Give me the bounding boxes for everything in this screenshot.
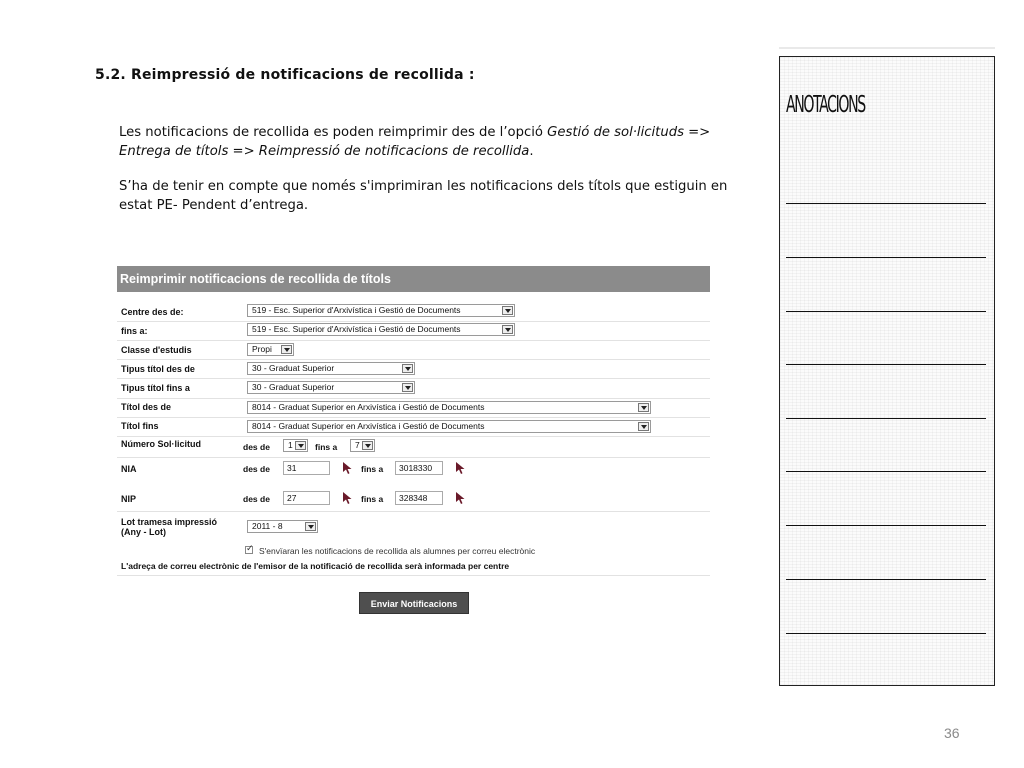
chevron-down-icon bbox=[402, 364, 413, 373]
annotations-title: ANOTACIONS bbox=[786, 92, 865, 118]
row-tipus-fins-a bbox=[117, 379, 710, 399]
annotation-line bbox=[786, 311, 986, 312]
lot-select[interactable] bbox=[247, 520, 318, 533]
menu-path: Gestió de sol·licituds => Entrega de títols => Reimpressió de notificacions de recollida bbox=[119, 125, 711, 159]
titol-des-de-value: 8014 - Graduat Superior en Arxivística i Gestió de Documents bbox=[252, 402, 485, 412]
reprint-form bbox=[117, 266, 710, 616]
intro-paragraph bbox=[119, 123, 739, 161]
email-note: L'adreça de correu electrònic de l'emisor de la notificació de recollida serà informada per centre bbox=[121, 561, 510, 571]
annotation-line bbox=[786, 525, 986, 526]
row-nia bbox=[117, 458, 710, 487]
annotation-line bbox=[786, 633, 986, 634]
row-titol-fins bbox=[117, 418, 710, 437]
row-tipus-des-de bbox=[117, 360, 710, 379]
send-email-label: S'envïaran les notificacions de recollida als alumnes per correu electrònic bbox=[259, 546, 536, 556]
lot-label: Lot tramesa impressió bbox=[121, 517, 218, 527]
tipus-fins-a-select[interactable] bbox=[247, 381, 415, 394]
classe-estudis-select[interactable] bbox=[247, 343, 294, 356]
chevron-down-icon bbox=[638, 403, 649, 412]
form-header: Reimprimir notificacions de recollida de títols bbox=[117, 266, 710, 292]
row-fins-a bbox=[117, 322, 710, 341]
tipus-des-de-label: Tipus títol des de bbox=[121, 364, 195, 374]
numero-fins-a-value: 7 bbox=[355, 440, 360, 450]
page-number: 36 bbox=[944, 725, 960, 741]
annotation-line bbox=[786, 203, 986, 204]
titol-fins-select[interactable] bbox=[247, 420, 651, 433]
classe-estudis-value: Propi bbox=[252, 344, 272, 354]
chevron-down-icon bbox=[295, 441, 306, 450]
titol-des-de-label: Títol des de bbox=[121, 402, 172, 412]
chevron-down-icon bbox=[281, 345, 292, 354]
fins-a-label: fins a: bbox=[121, 326, 148, 336]
row-email-note bbox=[117, 558, 710, 576]
intro-end: . bbox=[529, 144, 534, 159]
nia-fins-a-input[interactable]: 3018330 bbox=[395, 461, 443, 475]
annotation-line bbox=[786, 471, 986, 472]
lot-sublabel: (Any - Lot) bbox=[121, 527, 166, 537]
numero-des-de-value: 1 bbox=[288, 440, 293, 450]
note-paragraph: S’ha de tenir en compte que només s'imprimiran les notificacions dels títols que estiguin en estat PE- Pendent d’entrega. bbox=[119, 179, 728, 213]
nip-fins-a-label: fins a bbox=[361, 494, 384, 504]
row-titol-des-de bbox=[117, 399, 710, 418]
chevron-down-icon bbox=[402, 383, 413, 392]
nia-label: NIA bbox=[121, 464, 137, 474]
centre-des-de-label: Centre des de: bbox=[121, 307, 184, 317]
chevron-down-icon bbox=[638, 422, 649, 431]
nia-fins-a-label: fins a bbox=[361, 464, 384, 474]
section-title: 5.2. Reimpressió de notificacions de recollida : bbox=[95, 67, 475, 83]
tipus-des-de-value: 30 - Graduat Superior bbox=[252, 363, 335, 373]
chevron-down-icon bbox=[502, 306, 513, 315]
titol-fins-label: Títol fins bbox=[121, 421, 159, 431]
annotation-line bbox=[786, 257, 986, 258]
annotation-line bbox=[786, 418, 986, 419]
tipus-fins-a-value: 30 - Graduat Superior bbox=[252, 382, 335, 392]
numero-des-de-select[interactable] bbox=[283, 439, 308, 452]
send-notifications-button[interactable]: Enviar Notificacions bbox=[359, 592, 469, 614]
chevron-down-icon bbox=[502, 325, 513, 334]
tipus-des-de-select[interactable] bbox=[247, 362, 415, 375]
fins-a-value: 519 - Esc. Superior d'Arxivística i Gestió de Documents bbox=[252, 324, 461, 334]
intro-text: Les notificacions de recollida es poden reimprimir des de l’opció bbox=[119, 125, 548, 140]
numero-fins-a-label: fins a bbox=[315, 442, 338, 452]
row-classe-estudis bbox=[117, 341, 710, 360]
row-lot bbox=[117, 512, 710, 542]
nia-des-de-input[interactable]: 31 bbox=[283, 461, 330, 475]
nip-des-de-input[interactable]: 27 bbox=[283, 491, 330, 505]
row-nip bbox=[117, 488, 710, 512]
numero-fins-a-select[interactable] bbox=[350, 439, 375, 452]
row-centre-des-de bbox=[117, 303, 710, 322]
annotations-box bbox=[779, 56, 995, 686]
centre-des-de-select[interactable] bbox=[247, 304, 515, 317]
annotation-line bbox=[786, 579, 986, 580]
centre-des-de-value: 519 - Esc. Superior d'Arxivística i Gestió de Documents bbox=[252, 305, 461, 315]
chevron-down-icon bbox=[305, 522, 316, 531]
annotation-line bbox=[786, 364, 986, 365]
numero-sol-label: Número Sol·licitud bbox=[121, 439, 202, 449]
nip-fins-a-input[interactable]: 328348 bbox=[395, 491, 443, 505]
send-email-checkbox[interactable] bbox=[245, 546, 253, 554]
tipus-fins-a-label: Tipus títol fins a bbox=[121, 383, 190, 393]
annotations-top-rule bbox=[779, 47, 995, 49]
titol-des-de-select[interactable] bbox=[247, 401, 651, 414]
chevron-down-icon bbox=[362, 441, 373, 450]
nia-des-de-label: des de bbox=[243, 464, 270, 474]
lot-value: 2011 - 8 bbox=[252, 521, 283, 531]
titol-fins-value: 8014 - Graduat Superior en Arxivística i Gestió de Documents bbox=[252, 421, 485, 431]
fins-a-select[interactable] bbox=[247, 323, 515, 336]
nip-label: NIP bbox=[121, 494, 137, 504]
row-numero-sol bbox=[117, 437, 710, 458]
nip-des-de-label: des de bbox=[243, 494, 270, 504]
numero-des-de-label: des de bbox=[243, 442, 270, 452]
classe-estudis-label: Classe d'estudis bbox=[121, 345, 192, 355]
